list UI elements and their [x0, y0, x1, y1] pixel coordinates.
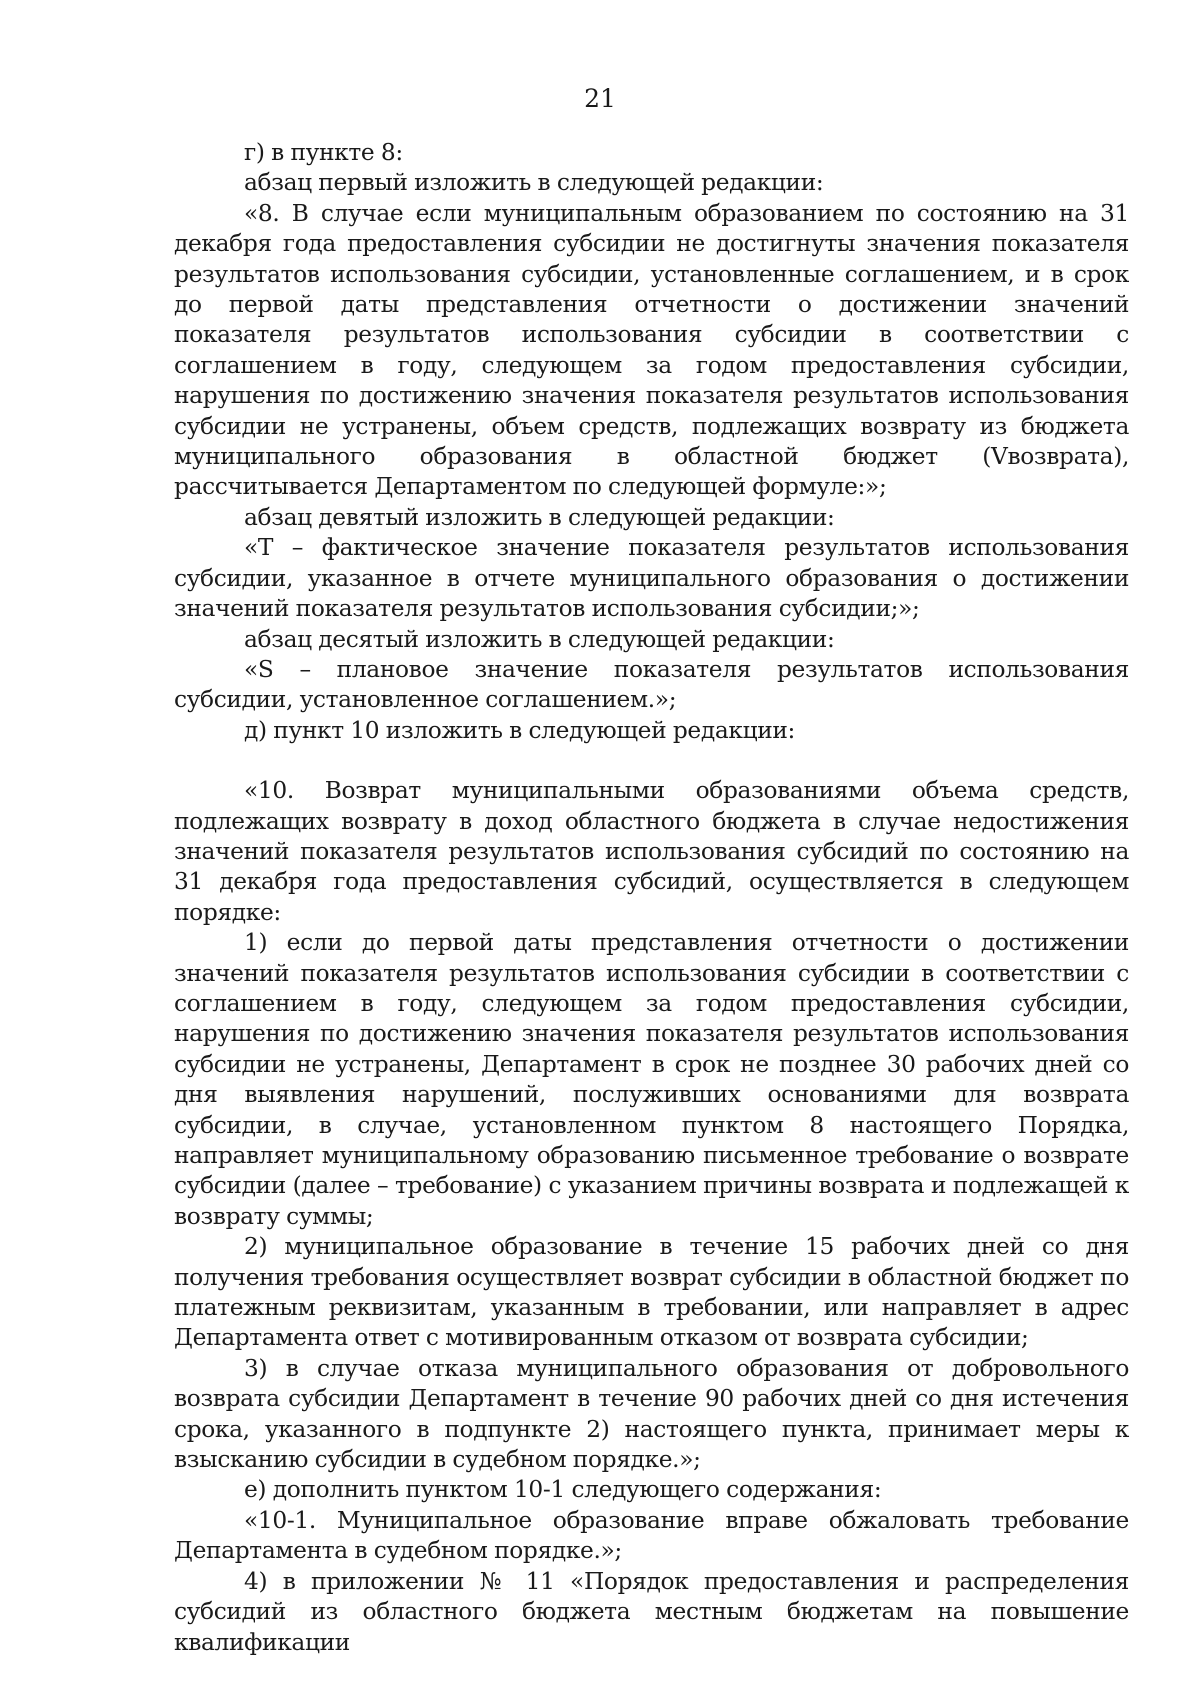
paragraph-point-8: «8. В случае если муниципальным образованием по состоянию на 31 декабря года предоставления субсидии не достигнуты значения показателя результатов использования субсидии, установленные соглашением, и в срок до первой даты представления отчетности о достижении значений показателя результатов использования субсидии в соответствии с соглашением в году, следующем за годом предоставления субсидии, нарушения по достижению значения показателя результатов использования субсидии не устранены, объем средств, подлежащих возврату из бюджета муниципального образования в областной бюджет (Vвозврата), рассчитывается Департаментом по следующей формуле:»; — [174, 199, 1129, 501]
paragraph-item-4: 4) в приложении № 11 «Порядок предоставления и распределения субсидий из областного бюджета местным бюджетам на повышение квалификации — [174, 1567, 1129, 1656]
paragraph-abzac-first: абзац первый изложить в следующей редакции: — [244, 169, 824, 197]
paragraph-point-10-1: «10-1. Муниципальное образование вправе обжаловать требование Департамента в судебном порядке.»; — [174, 1506, 1129, 1565]
page-number: 21 — [584, 84, 616, 113]
paragraph-subpoint-d: д) пункт 10 изложить в следующей редакции: — [244, 716, 796, 744]
document-body — [174, 138, 1129, 1658]
paragraph-subpoint-e: е) дополнить пунктом 10-1 следующего содержания: — [244, 1476, 882, 1504]
paragraph-s-definition: «S – плановое значение показателя результатов использования субсидии, установленное соглашением.»; — [174, 655, 1129, 714]
paragraph-item-3: 3) в случае отказа муниципального образования от добровольного возврата субсидии Департамент в течение 90 рабочих дней со дня истечения срока, указанного в подпункте 2) настоящего пункта, принимает меры к взысканию субсидии в судебном порядке.»; — [174, 1354, 1129, 1474]
paragraph-t-definition: «T – фактическое значение показателя результатов использования субсидии, указанное в отчете муниципального образования о достижении значений показателя результатов использования субсидии;»; — [174, 534, 1129, 623]
paragraph-item-2: 2) муниципальное образование в течение 15 рабочих дней со дня получения требования осуществляет возврат субсидии в областной бюджет по платежным реквизитам, указанным в требовании, или направляет в адрес Департамента ответ с мотивированным отказом от возврата субсидии; — [174, 1233, 1129, 1352]
paragraph-item-1: 1) если до первой даты представления отчетности о достижении значений показателя результатов использования субсидии в соответствии с соглашением в году, следующем за годом предоставления субсидии, нарушения по достижению значения показателя результатов использования субсидии не устранены, Департамент в срок не позднее 30 рабочих дней со дня выявления нарушений, послуживших основаниями для возврата субсидии, в случае, установленном пунктом 8 настоящего Порядка, направляет муниципальному образованию письменное требование о возврате субсидии (далее – требование) с указанием причины возврата и подлежащей к возврату суммы; — [174, 929, 1129, 1230]
paragraph-subpoint-g: г) в пункте 8: — [244, 139, 403, 166]
paragraph-abzac-ninth: абзац девятый изложить в следующей редакции: — [244, 503, 835, 531]
paragraph-point-10: «10. Возврат муниципальными образованиями объема средств, подлежащих возврату в доход областного бюджета в случае недостижения значений показателя результатов использования субсидий по состоянию на 31 декабря года предоставления субсидий, осуществляется в следующем порядке: — [174, 777, 1129, 926]
paragraph-abzac-tenth: абзац десятый изложить в следующей редакции: — [244, 625, 835, 653]
